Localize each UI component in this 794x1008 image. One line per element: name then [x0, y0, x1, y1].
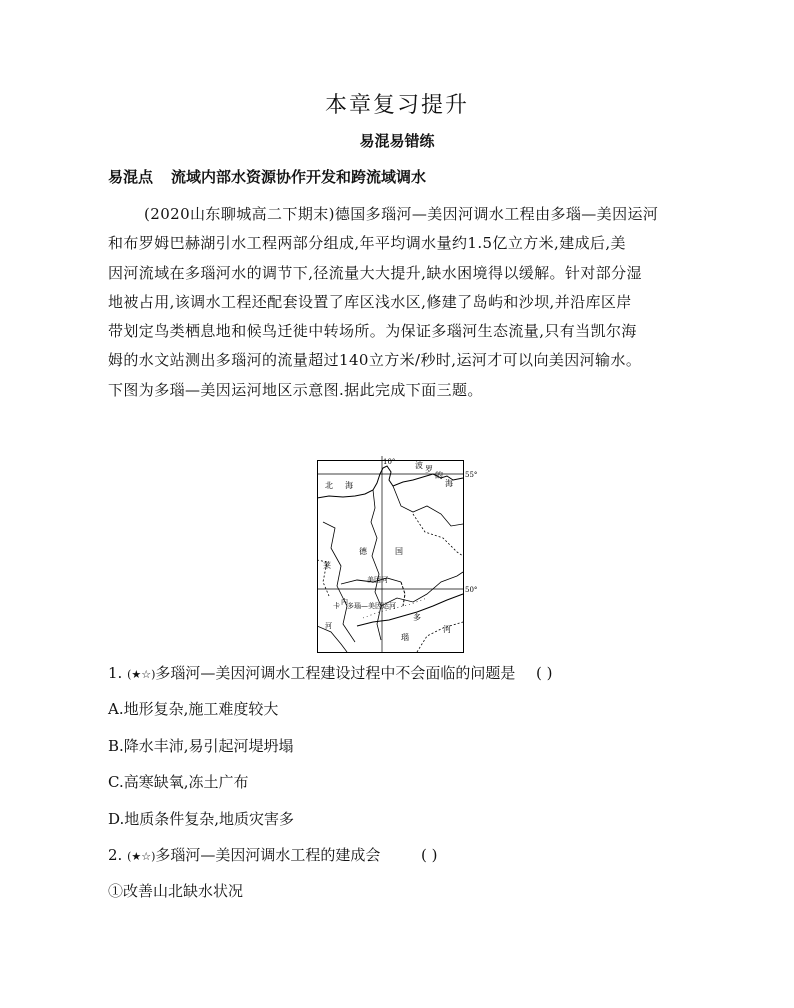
passage [108, 200, 692, 405]
map-label-canal: 多瑙—美因运河 [347, 602, 396, 610]
map-label-danube: 瑙 [401, 633, 409, 642]
option-a[interactable]: A.地形复杂,施工难度较大 [108, 700, 279, 718]
region-map [317, 456, 477, 654]
map-label-south: 卡 [333, 602, 340, 610]
map-label-south: 河 [325, 622, 332, 630]
map-label-country: 国 [395, 547, 403, 556]
question-1 [108, 662, 568, 683]
page-title: 本章复习提升 [324, 93, 469, 118]
question-text: 多瑙河—美因河调水工程的建成会 [155, 846, 381, 864]
question-number: 1. [108, 664, 123, 682]
question-number: 2. [108, 846, 123, 864]
passage-line: 和布罗姆巴赫湖引水工程两部分组成,年平均调水量约1.5亿立方米,建成后,美 [108, 234, 626, 253]
difficulty-stars: (★☆) [127, 668, 156, 681]
passage-line: 带划定鸟类栖息地和候鸟迁徙中转场所。为保证多瑙河生态流量,只有当凯尔海 [108, 322, 637, 341]
map-label-lon: 10° [383, 458, 396, 466]
passage-line: 下图为多瑙—美因运河地区示意图.据此完成下面三题。 [108, 380, 483, 399]
map-label-lat50: 50° [465, 586, 477, 594]
map-label-country: 德 [359, 547, 367, 556]
section-topic: 流域内部水资源协作开发和跨流域调水 [171, 168, 427, 186]
passage-line: 地被占用,该调水工程还配套设置了库区浅水区,修建了岛屿和沙坝,并沿库区岸 [108, 292, 632, 311]
answer-blank[interactable]: ( ) [535, 664, 553, 682]
map-label-baltic: 海 [445, 479, 453, 488]
answer-blank[interactable]: ( ) [420, 846, 438, 864]
map-label-baltic: 波 [415, 461, 423, 470]
passage-line: 姆的水文站测出多瑙河的流量超过140立方米/秒时,运河才可以向美因河输水。 [108, 351, 642, 370]
map-label-south: 内 [341, 598, 348, 606]
map-label-north-sea: 海 [345, 481, 353, 490]
map-label-danube: 多 [413, 613, 421, 622]
option-b[interactable]: B.降水丰沛,易引起河堤坍塌 [108, 737, 294, 755]
section-heading [108, 166, 426, 187]
map-label-rhine: 莱 [323, 561, 331, 570]
option-d[interactable]: D.地质条件复杂,地质灾害多 [108, 810, 295, 828]
map-label-baltic: 罗 [425, 465, 433, 474]
passage-line: 因河流域在多瑙河水的调节下,径流量大大提升,缺水困境得以缓解。针对部分湿 [108, 263, 642, 282]
section-label: 易混点 [108, 168, 154, 186]
map-label-main-river: 美因河 [367, 576, 388, 584]
map-label-north-sea: 北 [325, 481, 333, 490]
map-frame [318, 461, 464, 653]
q2-statement-1: ①改善山北缺水状况 [108, 882, 244, 900]
map-label-danube: 河 [443, 625, 451, 634]
difficulty-stars: (★☆) [127, 850, 156, 863]
passage-line: (2020山东聊城高二下期末)德国多瑙河—美因河调水工程由多瑙—美因运河 [144, 205, 659, 223]
option-c[interactable]: C.高寒缺氧,冻土广布 [108, 773, 249, 791]
map-label-lat55: 55° [465, 471, 477, 479]
section-subtitle: 易混易错练 [359, 132, 435, 150]
map-label-baltic: 的 [435, 471, 443, 480]
question-2 [108, 844, 453, 865]
question-text: 多瑙河—美因河调水工程建设过程中不会面临的问题是 [155, 664, 516, 682]
